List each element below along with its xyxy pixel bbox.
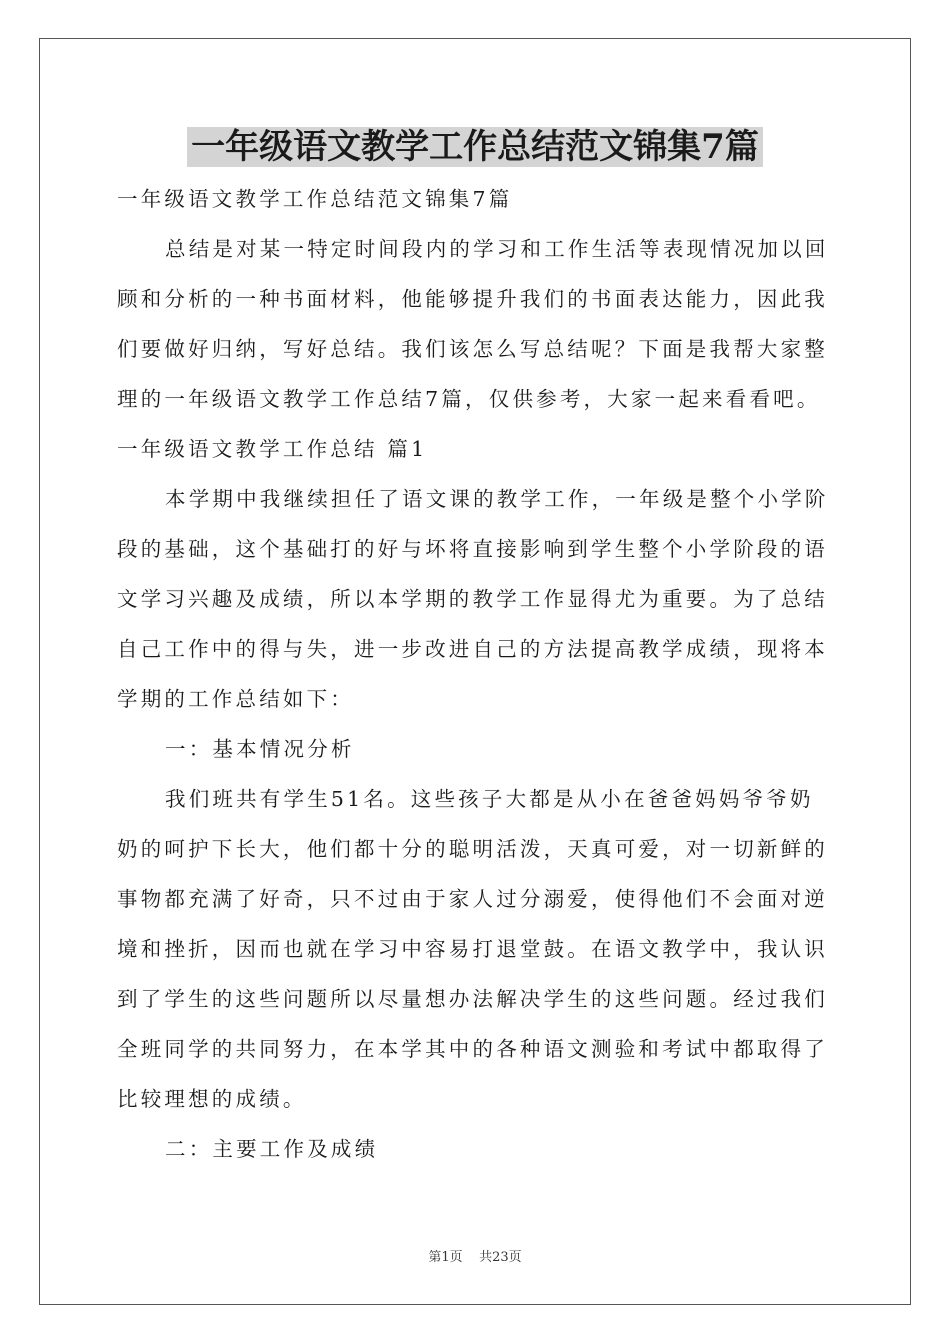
page-footer: 第1页 共23页 — [428, 1250, 522, 1265]
section-heading: 一年级语文教学工作总结 篇1 — [117, 437, 428, 461]
paragraph-line: 奶的呵护下长大，他们都十分的聪明活泼，天真可爱，对一切新鲜的 — [117, 837, 828, 861]
paragraph-line: 文学习兴趣及成绩，所以本学期的教学工作显得尤为重要。为了总结 — [117, 587, 828, 611]
paragraph-line: 段的基础，这个基础打的好与坏将直接影响到学生整个小学阶段的语 — [117, 537, 828, 561]
document-body — [117, 174, 837, 1174]
document-title — [0, 124, 950, 170]
document-title-text: 一年级语文教学工作总结范文锦集7篇 — [187, 127, 763, 167]
paragraph-line: 顾和分析的一种书面材料，他能够提升我们的书面表达能力，因此我 — [117, 287, 828, 311]
paragraph-line: 们要做好归纳，写好总结。我们该怎么写总结呢？下面是我帮大家整 — [117, 337, 828, 361]
paragraph-line: 自己工作中的得与失，进一步改进自己的方法提高教学成绩，现将本 — [117, 637, 828, 661]
paragraph-line: 学期的工作总结如下： — [117, 687, 354, 711]
paragraph-line: 总结是对某一特定时间段内的学习和工作生活等表现情况加以回 — [165, 237, 829, 261]
paragraph-line: 比较理想的成绩。 — [117, 1087, 307, 1111]
paragraph-line: 事物都充满了好奇，只不过由于家人过分溺爱，使得他们不会面对逆 — [117, 887, 828, 911]
paragraph-line: 理的一年级语文教学工作总结7篇，仅供参考，大家一起来看看吧。 — [117, 387, 821, 411]
paragraph-line: 全班同学的共同努力，在本学其中的各种语文测验和考试中都取得了 — [117, 1037, 828, 1061]
paragraph-line: 到了学生的这些问题所以尽量想办法解决学生的这些问题。经过我们 — [117, 987, 828, 1011]
subsection-heading: 一：基本情况分析 — [165, 737, 355, 761]
subtitle-line: 一年级语文教学工作总结范文锦集7篇 — [117, 187, 513, 211]
paragraph-line: 境和挫折，因而也就在学习中容易打退堂鼓。在语文教学中，我认识 — [117, 937, 828, 961]
paragraph-line: 本学期中我继续担任了语文课的教学工作，一年级是整个小学阶 — [165, 487, 829, 511]
subsection-heading: 二：主要工作及成绩 — [165, 1137, 379, 1161]
paragraph-line: 我们班共有学生51名。这些孩子大都是从小在爸爸妈妈爷爷奶 — [165, 787, 814, 811]
